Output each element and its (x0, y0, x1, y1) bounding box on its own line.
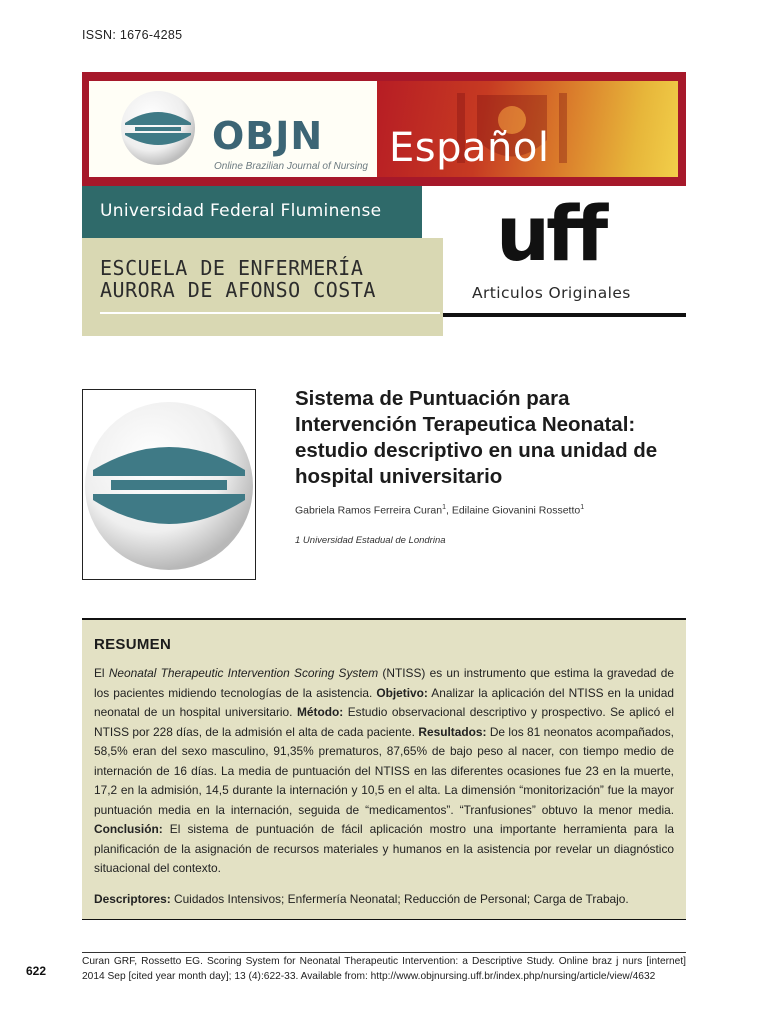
descriptores-text: Cuidados Intensivos; Enfermería Neonatal; Reducción de Personal; Carga de Trabajo. (170, 892, 629, 906)
objn-emblem-icon (83, 390, 255, 579)
language-flag-panel (377, 81, 678, 177)
issn-label: ISSN: 1676-4285 (82, 28, 183, 42)
section-label: Articulos Originales (472, 284, 631, 302)
uff-logo (496, 200, 630, 268)
school-name-line2: AURORA DE AFONSO COSTA (100, 278, 376, 302)
abstract-intro-term: Neonatal Therapeutic Intervention Scoring System (108, 666, 379, 680)
banner-top (82, 72, 686, 186)
objn-logo-panel (89, 81, 377, 177)
resultados-text: De los 81 neonatos acompañados, 58,5% eran del sexo masculino, 91,35% prematuros, 87,65% de bajo peso al nacer, con tiempo medio de internación de 16 días. La media de puntuación del NTISS en las diferentes ocasiones fue 23 en la muerte, 17,2 en la admisión, 14,5 durante la internación y 10,5 en el alta. La dimensión “monitorización” fue la mayor puntuación media en la internación, seguida de “medicamentos”. “Tranfusiones” obtuvo la menor media. (94, 724, 674, 817)
author-2: Edilaine Giovanini Rossetto (451, 504, 581, 517)
metodo-text: Estudio observacional descriptivo y prospectivo. Se aplicó el NTISS por 228 días, de la admisión el alta de cada paciente. (94, 705, 674, 739)
university-name: Universidad Federal Fluminense (100, 201, 382, 221)
journal-full-name: Online Brazilian Journal of Nursing (214, 161, 368, 172)
conclusion-text: El sistema de puntuación de fácil aplicación mostro una importante herramienta para la planificación de la asignación de recursos materiales y humanos en la asistencia por revelar un diagnóstico situacional del contexto. (94, 822, 674, 875)
abstract-heading: RESUMEN (94, 636, 172, 653)
page-number: 622 (26, 964, 47, 978)
citation: Curan GRF, Rossetto EG. Scoring System for Neonatal Therapeutic Intervention: a Descriptive Study. Online braz j nurs [internet] 2014 Sep [cited year month day]; 13 (4):622-33. Available from: http://www.objnursing.uff.br/index.php/nursing/article/view/4632 (82, 956, 686, 982)
language-label: Español (389, 125, 550, 171)
school-name-line1: ESCUELA DE ENFERMERÍA (100, 256, 364, 280)
abstract-body (94, 664, 674, 879)
article-title: Sistema de Puntuación para Intervención Terapeutica Neonatal: estudio descriptivo en una unidad de hospital universitario (295, 387, 658, 488)
footer-rule (82, 952, 686, 953)
conclusion-label: Conclusión: (94, 822, 163, 836)
abstract-intro-1: El (94, 666, 109, 680)
abstract-intro-2: (NTISS) es un instrumento que estima la gravedad de los pacientes midiendo tecnologías de la asistencia. (94, 666, 674, 700)
article-authors: Gabriela Ramos Ferreira Curan$^1$, Edilaine Giovanini Rossetto$^1$ (295, 504, 585, 517)
objetivo-text: Analizar la aplicación del NTISS en la unidad neonatal de un hospital universitario. (94, 685, 674, 719)
abstract-box (82, 618, 686, 920)
author-affiliation: 1 Universidad Estadual de Londrina (295, 535, 446, 546)
metodo-label: Método: (296, 705, 344, 719)
journal-abbrev: OBJN (212, 114, 324, 158)
university-band (82, 186, 422, 238)
school-block (82, 238, 443, 336)
author-1-sup: 1 (442, 504, 446, 511)
descriptors (94, 892, 674, 906)
school-divider (100, 312, 440, 314)
resultados-label: Resultados: (418, 724, 487, 739)
uff-logo-text: uff (496, 200, 605, 268)
objetivo-label: Objetivo: (376, 685, 428, 700)
section-rule (443, 313, 686, 317)
author-1: Gabriela Ramos Ferreira Curan (295, 504, 443, 517)
journal-banner (82, 72, 686, 336)
objn-logo-icon (119, 89, 197, 167)
descriptores-label: Descriptores: (94, 892, 171, 906)
journal-logo-thumbnail (82, 389, 256, 580)
author-2-sup: 1 (580, 504, 585, 511)
